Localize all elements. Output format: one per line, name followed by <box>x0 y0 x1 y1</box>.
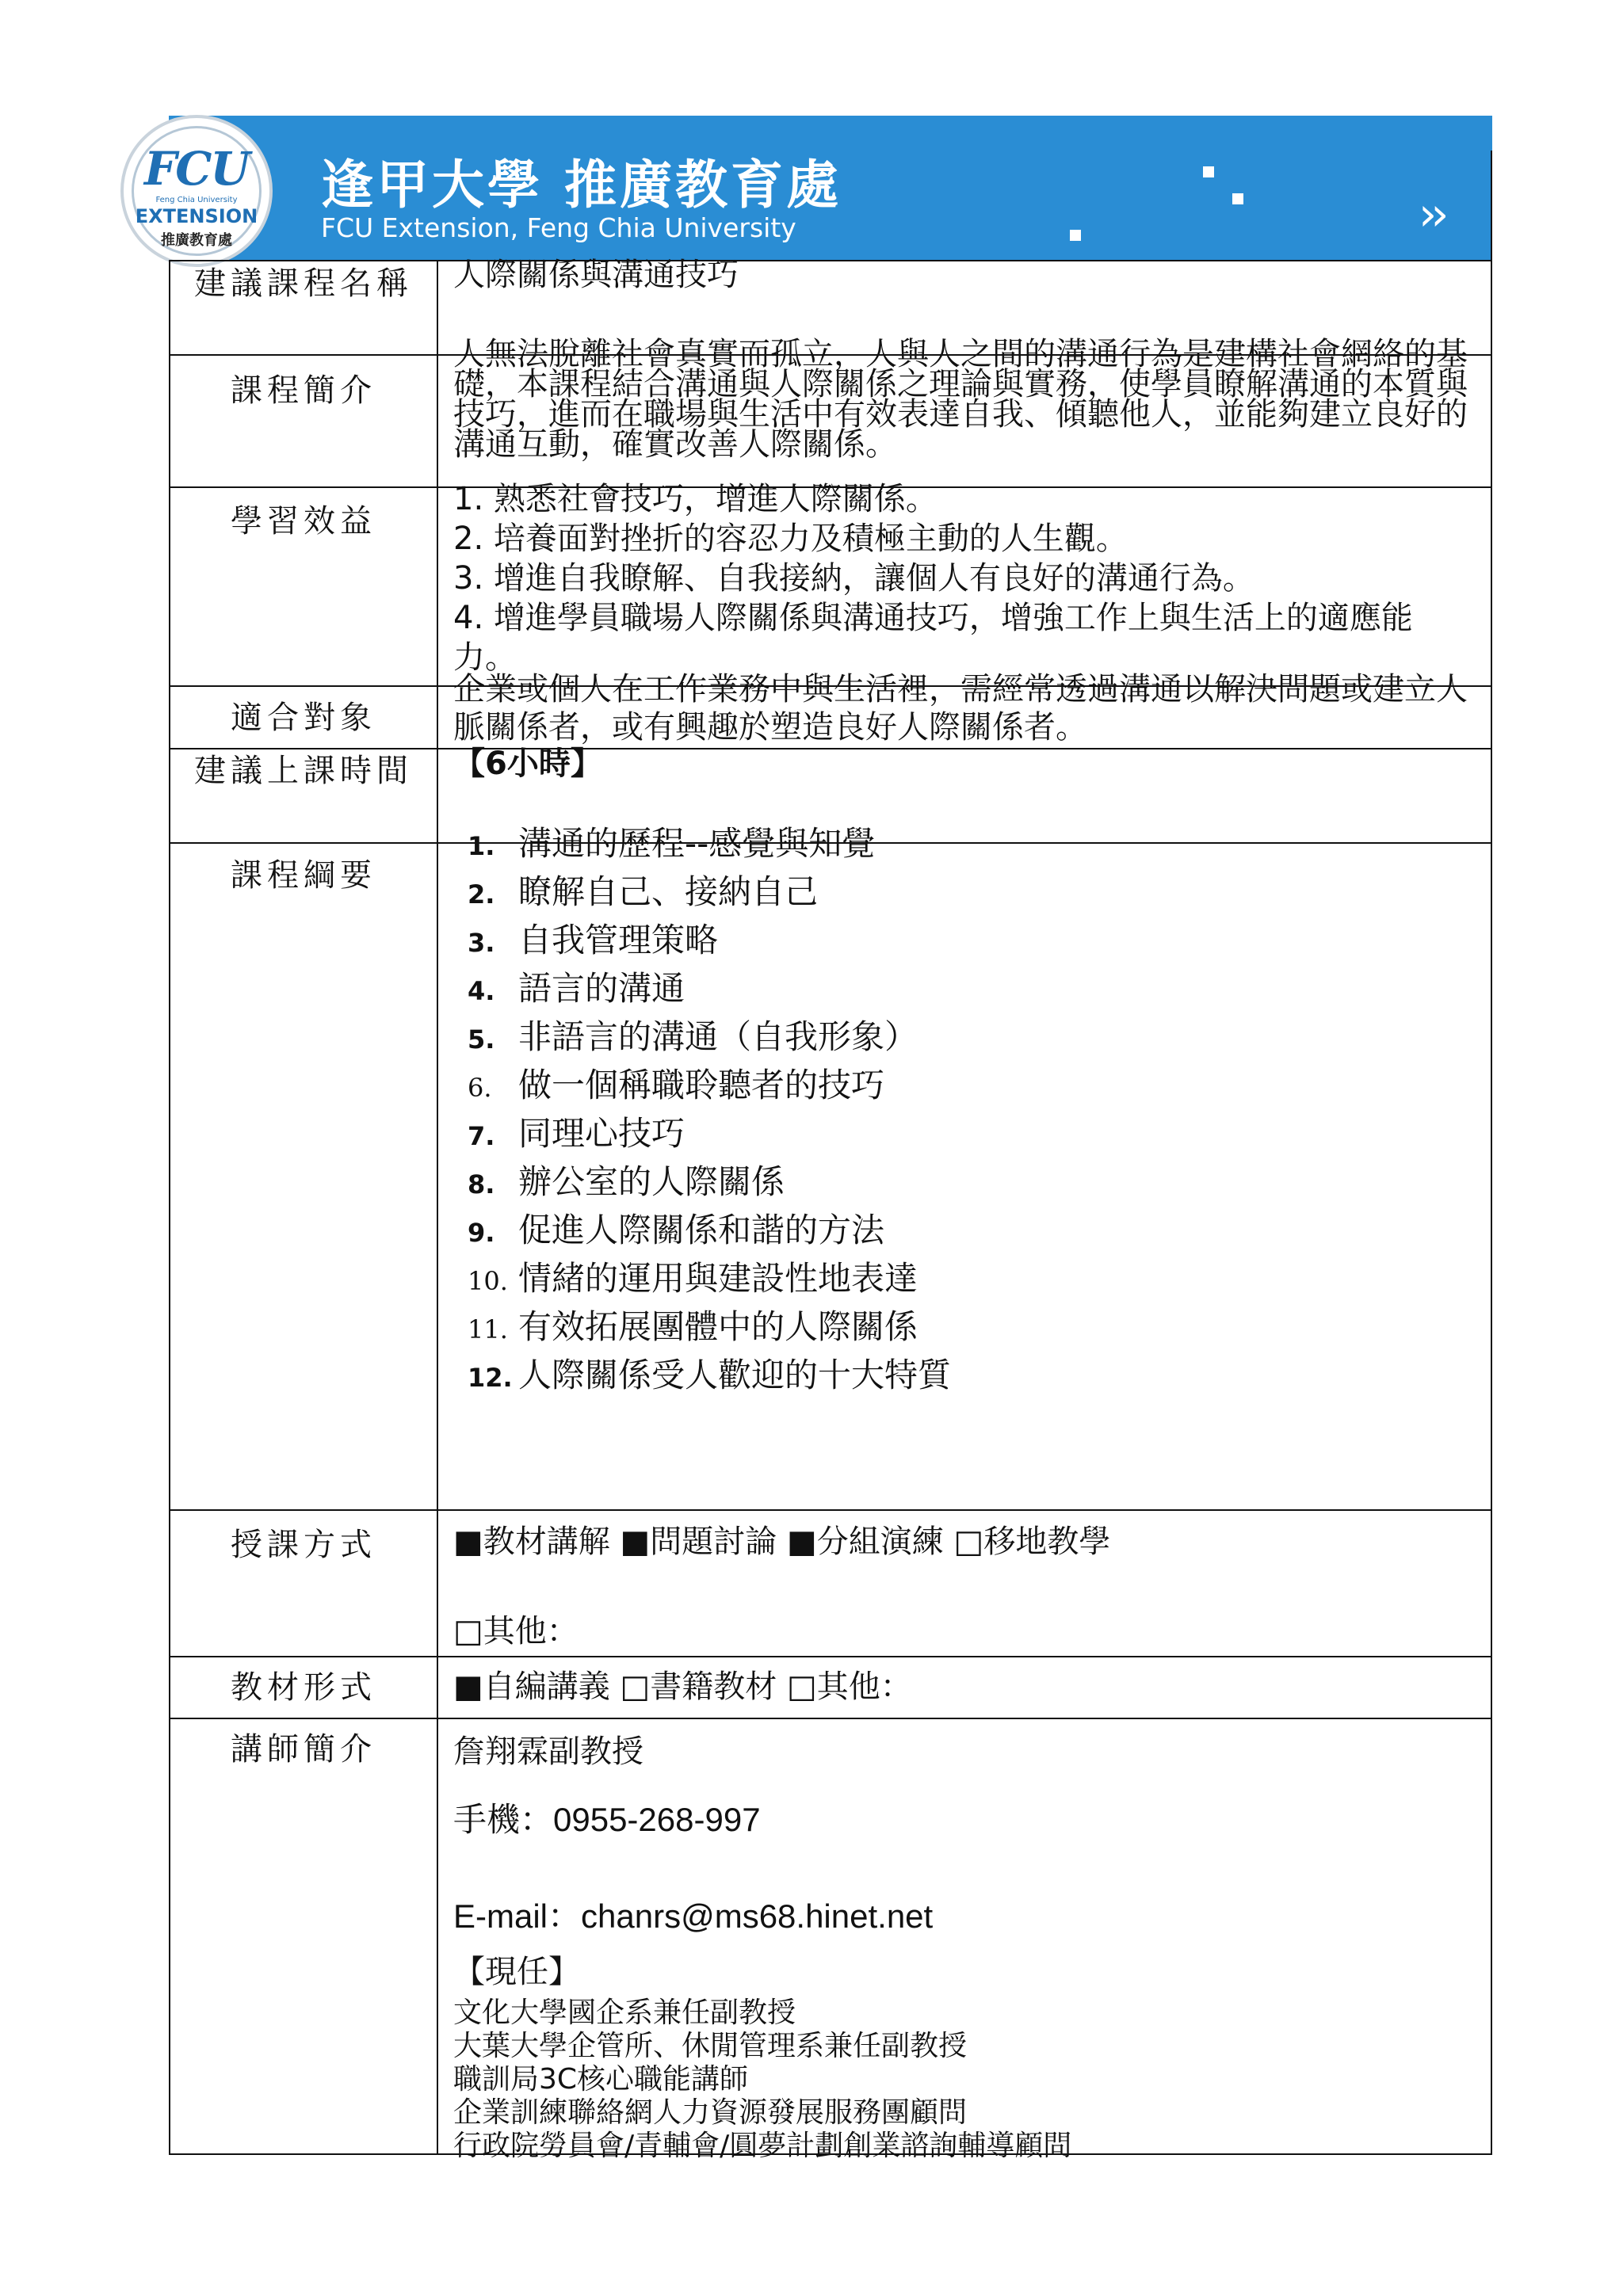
row-divider <box>169 1718 1492 1719</box>
instructor-phone: 手機：0955-268-997 <box>453 1801 761 1838</box>
fcu-extension-logo <box>120 115 273 267</box>
method-options-line1: ■教材講解 ■問題討論 ■分組演練 □移地教學 <box>453 1524 1111 1560</box>
outline-number: 12. <box>468 1363 513 1393</box>
label-target-audience: 適合對象 <box>231 700 376 736</box>
label-instructor-intro: 講師簡介 <box>231 1731 376 1768</box>
outline-number: 7. <box>468 1121 495 1151</box>
outline-item <box>468 819 1474 868</box>
label-learning-benefits: 學習效益 <box>231 503 376 540</box>
outline-item <box>468 1109 1474 1158</box>
outline-text: 非語言的溝通（自我形象） <box>518 1017 918 1056</box>
outline-number: 5. <box>468 1024 495 1055</box>
outline-text: 語言的溝通 <box>518 969 685 1008</box>
outline-number: 8. <box>468 1169 495 1199</box>
benefit-item: 2. 培養面對挫折的容忍力及積極主動的人生觀。 <box>453 521 1128 557</box>
label-course-intro: 課程簡介 <box>231 372 376 409</box>
benefit-item: 4. 增進學員職場人際關係與溝通技巧，增強工作上與生活上的適應能力。 <box>453 600 1413 676</box>
position-item: 行政院勞員會/青輔會/圓夢計劃創業諮詢輔導顧問 <box>453 2130 1072 2162</box>
outline-number: 2. <box>468 879 495 910</box>
header-title-cn: 逢甲大學 推廣教育處 <box>321 154 842 215</box>
outline-text: 辦公室的人際關係 <box>518 1162 785 1201</box>
outline-number: 1. <box>468 831 495 861</box>
outline-number: 3. <box>468 928 495 958</box>
outline-item <box>468 1206 1474 1254</box>
header-title-en: FCU Extension, Feng Chia University <box>321 212 796 243</box>
table-right-border <box>1491 151 1492 2155</box>
label-material-form: 教材形式 <box>231 1669 376 1706</box>
benefits-list <box>453 479 1476 677</box>
audience-value: 企業或個人在工作業務中與生活裡，需經常透過溝通以解決問題或建立人脈關係者，或有興趣於塑造良好人際關係者。 <box>453 671 1468 746</box>
logo-extension: EXTENSION <box>135 205 258 227</box>
outline-text: 自我管理策略 <box>518 921 719 959</box>
instructor-positions <box>453 1997 1476 2163</box>
outline-text: 有效拓展團體中的人際關係 <box>518 1307 918 1346</box>
outline-number: 11. <box>468 1314 508 1344</box>
logo-extension-cn: 推廣教育處 <box>161 232 232 249</box>
decor-square-icon <box>1232 193 1243 204</box>
benefit-item: 1. 熟悉社會技巧，增進人際關係。 <box>453 481 938 517</box>
outline-number: 9. <box>468 1218 495 1248</box>
logo-letters: FCU <box>144 142 249 196</box>
outline-item <box>468 1061 1474 1109</box>
label-suggested-hours: 建議上課時間 <box>194 753 413 789</box>
outline-item <box>468 1351 1474 1399</box>
outline-item <box>468 1302 1474 1351</box>
outline-text: 同理心技巧 <box>518 1114 685 1153</box>
outline-item <box>468 1158 1474 1206</box>
position-item: 大葉大學企管所、休閒管理系兼任副教授 <box>453 2030 968 2062</box>
outline-list <box>468 819 1474 1399</box>
outline-text: 瞭解自己、接納自己 <box>518 872 819 911</box>
method-options-line2: □其他： <box>453 1613 579 1650</box>
row-divider <box>169 1656 1492 1657</box>
column-divider <box>437 260 438 2155</box>
course-name-value: 人際關係與溝通技巧 <box>453 257 739 293</box>
decor-square-icon <box>1070 230 1081 241</box>
position-item: 文化大學國企系兼任副教授 <box>453 1997 796 2029</box>
outline-item <box>468 1013 1474 1061</box>
outline-item <box>468 1254 1474 1302</box>
outline-text: 促進人際關係和諧的方法 <box>518 1211 885 1249</box>
row-divider <box>169 1509 1492 1511</box>
chevron-right-icon: ›› <box>1419 187 1443 241</box>
outline-number: 10. <box>468 1266 508 1296</box>
logo-subtitle: Feng Chia University <box>155 196 238 204</box>
instructor-name: 詹翔霖副教授 <box>453 1733 643 1770</box>
outline-text: 人際關係受人歡迎的十大特質 <box>518 1356 952 1394</box>
outline-number: 4. <box>468 976 495 1006</box>
outline-item <box>468 868 1474 916</box>
label-teaching-method: 授課方式 <box>231 1527 376 1563</box>
course-intro-value: 人無法脫離社會真實而孤立，人與人之間的溝通行為是建構社會網絡的基礎，本課程結合溝通與人際關係之理論與實務，使學員瞭解溝通的本質與技巧，進而在職場與生活中有效表達自我、傾聽他人，並能夠建立良好的溝通互動，確實改善人際關係。 <box>453 336 1468 463</box>
instructor-current-title: 【現任】 <box>453 1954 580 1990</box>
outline-item <box>468 916 1474 964</box>
outline-text: 溝通的歷程--感覺與知覺 <box>518 824 876 863</box>
material-options: ■自編講義 □書籍教材 □其他： <box>453 1669 912 1705</box>
position-item: 職訓局3C核心職能講師 <box>453 2063 749 2096</box>
label-course-outline: 課程綱要 <box>231 857 376 894</box>
label-course-name: 建議課程名稱 <box>194 265 413 302</box>
hours-value: 【6小時】 <box>453 746 602 782</box>
outline-item <box>468 964 1474 1013</box>
position-item: 企業訓練聯絡網人力資源發展服務團顧問 <box>453 2096 968 2129</box>
outline-text: 情緒的運用與建設性地表達 <box>518 1259 918 1298</box>
outline-text: 做一個稱職聆聽者的技巧 <box>518 1066 885 1104</box>
outline-number: 6. <box>468 1073 492 1103</box>
instructor-email: E-mail：chanrs@ms68.hinet.net <box>453 1897 934 1935</box>
benefit-item: 3. 增進自我瞭解、自我接納，讓個人有良好的溝通行為。 <box>453 560 1254 597</box>
decor-square-icon <box>1203 166 1214 177</box>
